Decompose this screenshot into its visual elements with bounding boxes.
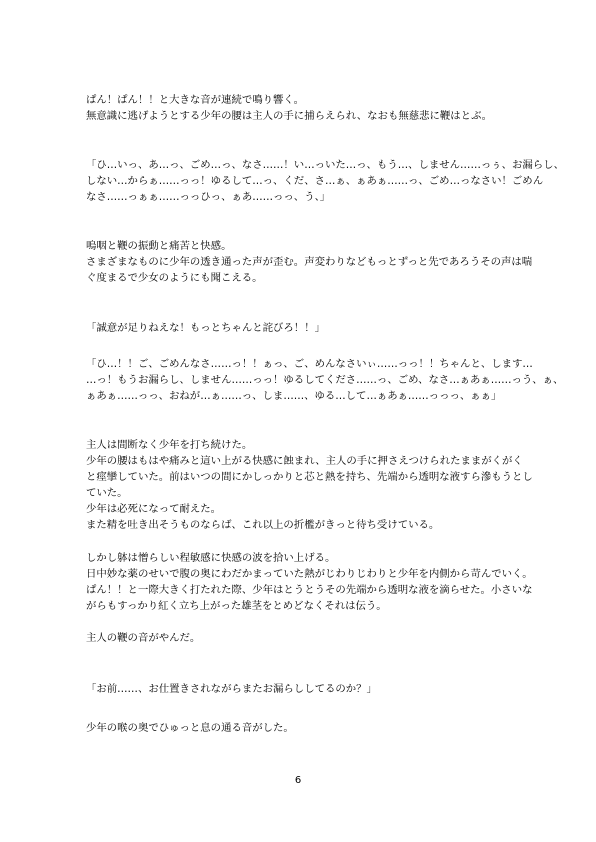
page-number: 6 [294,775,302,786]
text-line: しかし躰は憎らしい程敏感に快感の波を拾い上げる。 [86,552,336,564]
text-line: 少年は必死になって耐えた。 [86,503,222,515]
text-line: 「ひ…！！ご、ごめんなさ……っ！！ぁっ、ご、めんなさいぃ……っっ！！ちゃんと、します… [86,358,533,370]
text-line: 主人の鞭の音がやんだ。 [86,632,201,644]
text-line: 「誠意が足りねえな！もっとちゃんと詫びろ！！」 [86,322,325,334]
paragraph [86,437,533,533]
text-line: 嗚咽と鞭の振動と痛苦と快感。 [86,240,232,252]
text-line: ていた。 [86,487,128,499]
text-line: また精を吐き出そうものならば、これ以上の折檻がきっと待ち受けている。 [86,519,440,531]
text-line: ぱん！！と一際大きく打たれた際、少年はとうとうその先端から透明な液を滴らせた。小さいな [86,584,533,596]
text-line: と痙攣していた。前はいつの間にかしっかりと芯と熱を持ち、先端から透明な液すら滲もうとし [86,471,533,483]
text-line: ぱん！ぱん！！と大きな音が連続で鳴り響く。 [86,94,304,106]
text-line: 主人は間断なく少年を打ち続けた。 [86,439,253,451]
text-line: 日中妙な薬のせいで腹の奥にわだかまっていた熱がじわりじわりと少年を内側から苛んでいく。 [86,568,533,580]
text-line: 少年の喉の奥でひゅっと息の通る音がした。 [86,722,294,734]
paragraph [86,238,533,286]
text-line: 無意識に逃げようとする少年の腰は主人の手に捕らえられ、なおも無慈悲に鞭はとぶ。 [86,110,493,122]
text-line: ぁあぁ……っっ、おねが…ぁ……っ、しま……、ゆる…して…ぁあぁ……っっっ、ぁぁ」 [86,390,502,402]
text-line: しない…からぁ……っっ！ゆるして…っ、くだ、さ…ぁ、ぁあぁ……っ、ごめ…っなさい！ごめん [86,175,544,187]
text-line: …っ！もうお漏らし、しません……っっ！ゆるしてくださ……っ、ごめ、なさ…ぁあぁ……っう、ぁ、 [86,374,564,386]
text-line: 「お前……、お仕置きされながらまたお漏らししてるのか？」 [86,683,377,695]
text-line: 「ひ…いっ、あ…っ、ごめ…っ、なさ……！い…っいた…っ、もう…、しません……っぅ、お漏らし、 [86,159,564,171]
paragraph [86,320,516,336]
text-line: 少年の腰はもはや痛みと這い上がる快感に蝕まれ、主人の手に押さえつけられたままがくがく [86,455,523,467]
text-line: さまざまなものに少年の透き通った声が歪む。声変わりなどもっとずっと先であろうその声は喘 [86,256,533,268]
text-line: ぐ度まるで少女のようにも聞こえる。 [86,272,263,284]
paragraph [86,630,516,646]
text-line: なさ……っぁぁ……っっひっ、ぁあ……っっ、う、」 [86,191,331,203]
paragraph [86,157,564,205]
paragraph [86,681,516,697]
paragraph [86,550,533,614]
paragraph [86,356,564,404]
text-line: がらもすっかり紅く立ち上がった雄茎をとめどなくそれは伝う。 [86,600,387,612]
paragraph [86,720,516,736]
paragraph [86,92,516,124]
